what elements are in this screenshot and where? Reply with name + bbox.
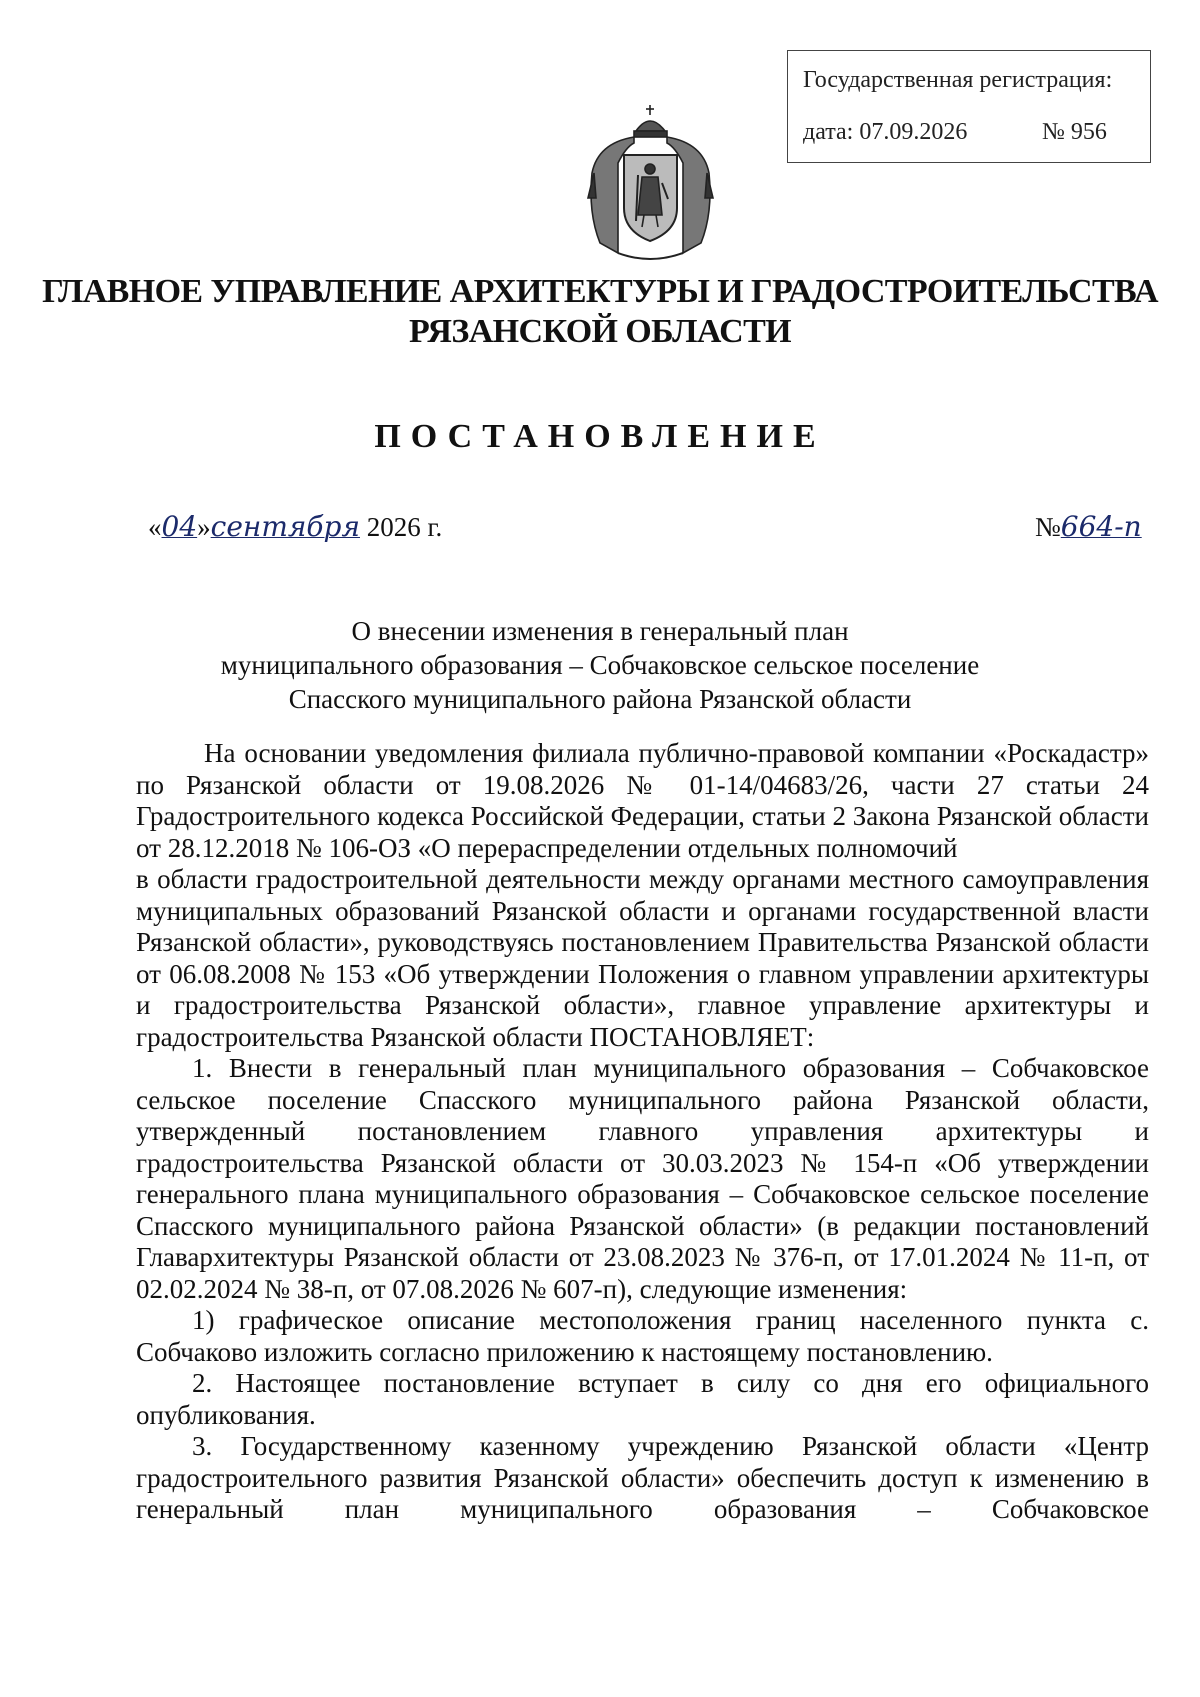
organization-title [0, 272, 1200, 352]
document-subject [0, 614, 1200, 716]
document-number [1035, 510, 1142, 543]
body-paragraph-1b: в области градостроительной деятельности между органами местного самоуправления муниципальных образований Рязанской области и органами государственной власти Рязанской области», руководствуясь постановлением Правительства Рязанской области от 06.08.2008 № 153 «Об утверждении Положения о главном управлении архитектуры и градостроительства Рязанской области», главное управление архитектуры и градостроительства Рязанской области ПОСТАНОВЛЯЕТ: [136, 864, 1149, 1052]
ryazan-coat-of-arms-icon [578, 103, 723, 263]
registration-stamp [787, 50, 1151, 163]
registration-date: дата: 07.09.2026 [803, 119, 968, 145]
body-item-3: 3. Государственному казенному учреждению Рязанской области «Центр градостроительного развития Рязанской области» обеспечить доступ к изменению в генеральный план муниципального образования – Собчаковское [136, 1431, 1149, 1524]
registration-title: Государственная регистрация: [803, 67, 1113, 93]
subject-line1: О внесении изменения в генеральный план [351, 616, 849, 646]
number-prefix: № [1035, 512, 1061, 542]
date-close-quote: » [197, 512, 211, 542]
date-day-handwritten: 04 [161, 510, 198, 543]
body-item-2: 2. Настоящее постановление вступает в силу со дня его официального опубликования. [136, 1368, 1149, 1430]
number-value-handwritten: 664-п [1060, 510, 1142, 543]
organization-title-line2: РЯЗАНСКОЙ ОБЛАСТИ [408, 313, 792, 350]
document-date [148, 510, 442, 543]
subject-line3: Спасского муниципального района Рязанской области [288, 684, 912, 714]
subject-line2: муниципального образования – Собчаковское сельское поселение [220, 650, 980, 680]
document-body [136, 738, 1149, 1526]
date-month-handwritten: сентября [210, 510, 360, 543]
date-year: 2026 г. [359, 512, 443, 542]
body-paragraph-1a: На основании уведомления филиала публично-правовой компании «Роскадастр» по Рязанской области от 19.08.2026 № 01-14/04683/26, части 27 статьи 24 Градостроительного кодекса Российской Федерации, статьи 2 Закона Рязанской области от 28.12.2018 № 106-ОЗ «О перераспределении отдельных полномочий [136, 738, 1149, 863]
body-item-1: 1. Внести в генеральный план муниципального образования – Собчаковское сельское поселение Спасского муниципального района Рязанской области, утвержденный постановлением главного управления архитектуры и градостроительства Рязанской области от 30.03.2023 № 154-п «Об утверждении генерального плана муниципального образования – Собчаковское сельское поселение Спасского муниципального района Рязанской области» (в редакции постановлений Главархитектуры Рязанской области от 23.08.2023 № 376-п, от 17.01.2024 № 11-п, от 02.02.2024 № 38-п, от 07.08.2026 № 607-п), следующие изменения: [136, 1053, 1149, 1304]
body-item-1-1: 1) графическое описание местоположения границ населенного пункта с. Собчаково изложить согласно приложению к настоящему постановлению. [136, 1305, 1149, 1367]
organization-title-line1: ГЛАВНОЕ УПРАВЛЕНИЕ АРХИТЕКТУРЫ И ГРАДОСТРОИТЕЛЬСТВА [42, 273, 1158, 310]
registration-number: № 956 [1042, 119, 1107, 145]
document-type: ПОСТАНОВЛЕНИЕ [374, 418, 826, 455]
date-open-quote: « [148, 512, 162, 542]
